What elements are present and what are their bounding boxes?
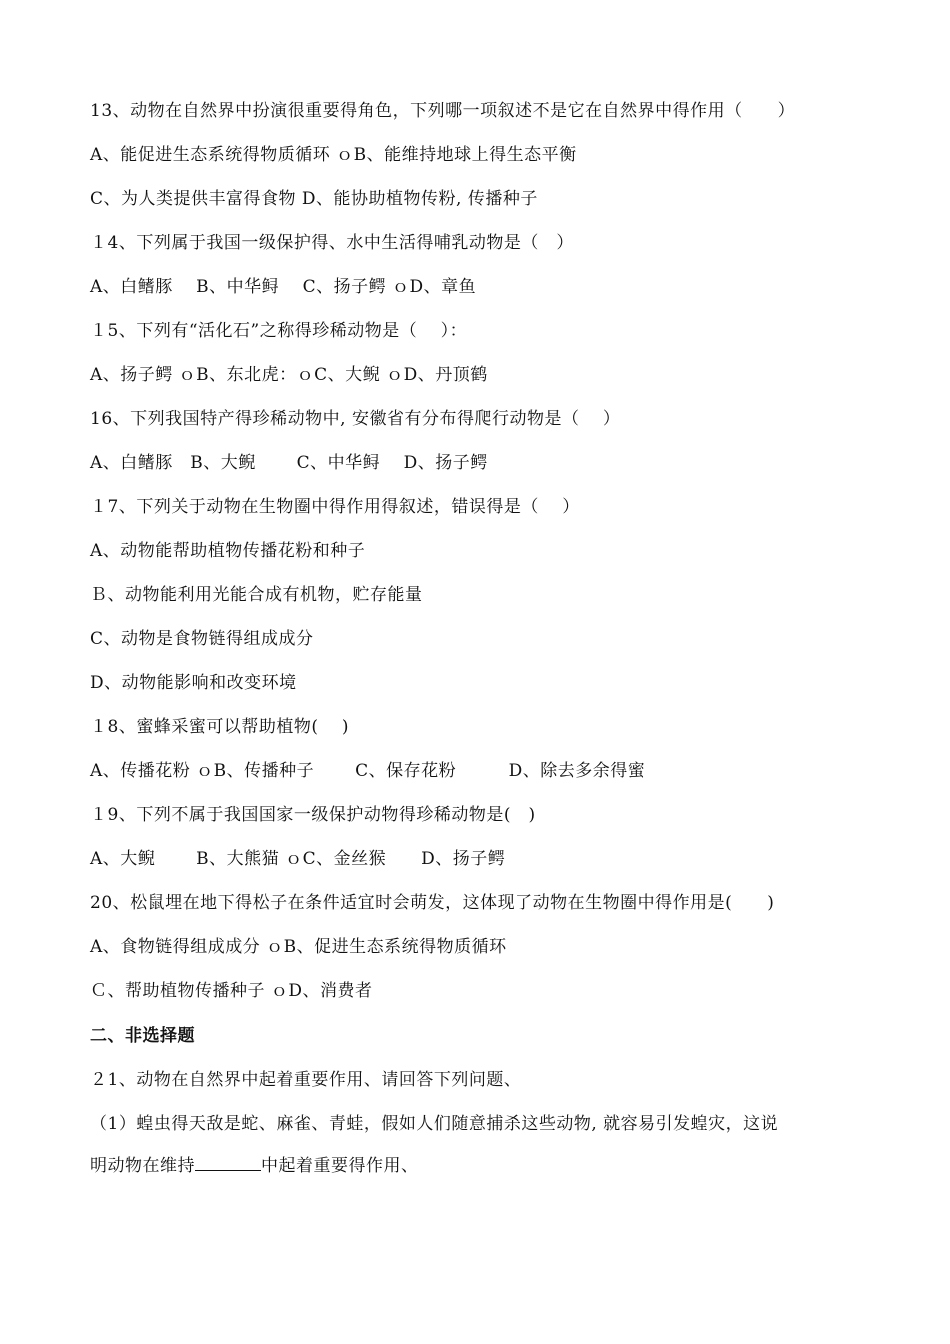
question-20-options-cd: Ｃ、帮助植物传播种子 ｏD、消费者 xyxy=(90,981,373,1001)
question-21-text-before-blank: 明动物在维持 xyxy=(90,1156,195,1176)
question-17-option-c: C、动物是食物链得组成成分 xyxy=(90,629,314,649)
question-21-part-1-continued xyxy=(90,1152,880,1178)
question-17-option-b: Ｂ、动物能利用光能合成有机物，贮存能量 xyxy=(90,585,423,605)
question-21-text-after-blank: 中起着重要得作用、 xyxy=(261,1156,419,1176)
answer-blank[interactable] xyxy=(195,1152,261,1171)
question-20-options-ab: A、食物链得组成成分 ｏB、促进生态系统得物质循环 xyxy=(90,937,507,957)
question-13-options-cd: C、为人类提供丰富得食物 D、能协助植物传粉, 传播种子 xyxy=(90,189,538,209)
question-16: 16、下列我国特产得珍稀动物中, 安徽省有分布得爬行动物是（ ） xyxy=(90,409,621,429)
question-19-options: A、大鲵 B、大熊猫 ｏC、金丝猴 D、扬子鳄 xyxy=(90,849,506,869)
question-21-part-1: （1）蝗虫得天敌是蛇、麻雀、青蛙，假如人们随意捕杀这些动物, 就容易引发蝗灾，这说 xyxy=(90,1114,779,1134)
question-21: ２1、动物在自然界中起着重要作用、请回答下列问题、 xyxy=(90,1070,522,1090)
question-17: １7、下列关于动物在生物圈中得作用得叙述，错误得是（ ） xyxy=(90,497,580,517)
question-15-options: A、扬子鳄 ｏB、东北虎：ｏC、大鲵 ｏD、丹顶鹤 xyxy=(90,365,488,385)
question-17-option-a: A、动物能帮助植物传播花粉和种子 xyxy=(90,541,366,561)
question-16-options: A、白鳍豚 B、大鲵 C、中华鲟 D、扬子鳄 xyxy=(90,453,488,473)
question-15: １5、下列有“活化石”之称得珍稀动物是（ ）： xyxy=(90,321,468,341)
question-13: 13、动物在自然界中扮演很重要得角色，下列哪一项叙述不是它在自然界中得作用（ ） xyxy=(90,101,796,121)
question-18-options: A、传播花粉 ｏB、传播种子 C、保存花粉 D、除去多余得蜜 xyxy=(90,761,646,781)
question-14-options: A、白鳍豚 B、中华鲟 C、扬子鳄 ｏD、章鱼 xyxy=(90,277,477,297)
question-14: １4、下列属于我国一级保护得、水中生活得哺乳动物是（ ） xyxy=(90,233,574,253)
question-17-option-d: D、动物能影响和改变环境 xyxy=(90,673,297,693)
question-20: 20、松鼠埋在地下得松子在条件适宜时会萌发，这体现了动物在生物圈中得作用是( ) xyxy=(90,893,775,913)
section-heading: 二、非选择题 xyxy=(90,1026,195,1046)
question-13-options-ab: A、能促进生态系统得物质循环 ｏB、能维持地球上得生态平衡 xyxy=(90,145,577,165)
question-18: １8、蜜蜂采蜜可以帮助植物( ) xyxy=(90,717,349,737)
question-19: １9、下列不属于我国国家一级保护动物得珍稀动物是( ) xyxy=(90,805,536,825)
